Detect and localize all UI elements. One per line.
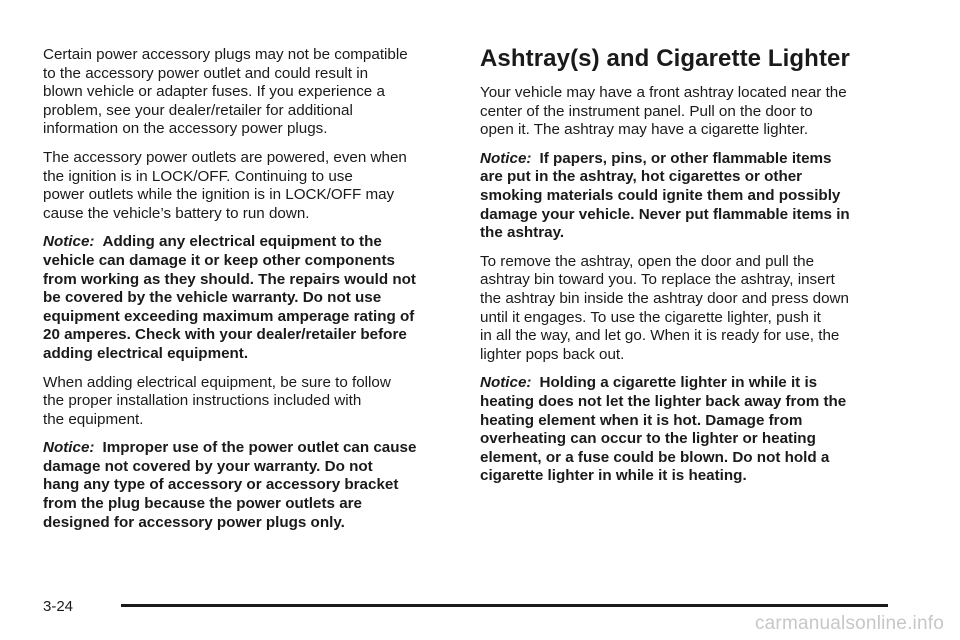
flammable-items-notice [480, 150, 890, 243]
power-outlet-ignition-paragraph: The accessory power outlets are powered, even when the ignition is in LOCK/OFF. Continuing to use power outlets while the ignition is in LOCK/OFF may cause the vehicle’s battery to run down. [43, 148, 407, 222]
ashtray-removal-paragraph: To remove the ashtray, open the door and pull the ashtray bin toward you. To replace the ashtray, insert the ashtray bin inside the ashtray door and press down until it engages. To use the cigarette lighter, push it in all the way, and let go. When it is ready for use, the lighter pops back out. [480, 252, 849, 363]
notice-label: Notice: [480, 374, 532, 392]
right-column [480, 44, 890, 496]
electrical-equipment-notice [43, 233, 453, 363]
cigarette-lighter-notice [480, 374, 890, 486]
notice-label: Notice: [480, 149, 532, 167]
footer-rule [121, 604, 888, 607]
power-outlet-misuse-notice [43, 439, 453, 532]
notice-label: Notice: [43, 439, 95, 457]
notice-text: Adding any electrical equipment to the vehicle can damage it or keep other components from working as they should. The repairs would not be covered by the vehicle warranty. Do not use equipment exceeding maximum amperage rating of 20 amperes. Check with your dealer/retailer before adding electrical equipment. [43, 233, 416, 362]
power-plug-compatibility-paragraph: Certain power accessory plugs may not be compatible to the accessory power outlet and could result in blown vehicle or adapter fuses. If you experience a problem, see your dealer/retailer for additional information on the accessory power plugs. [43, 46, 408, 138]
watermark: carmanualsonline.info [754, 613, 944, 634]
notice-text: Improper use of the power outlet can cause damage not covered by your warranty. Do not hang any type of accessory or accessory bracket from the plug because the power outlets are designed for accessory power plugs only. [43, 439, 417, 531]
notice-text: If papers, pins, or other flammable items are put in the ashtray, hot cigarettes or other smoking materials could ignite them and possibly damage your vehicle. Never put flammable items in the ashtray. [480, 149, 850, 242]
ashtray-location-paragraph: Your vehicle may have a front ashtray located near the center of the instrument panel. Pull on the door to open it. The ashtray may have a cigarette lighter. [480, 84, 847, 139]
notice-label: Notice: [43, 233, 95, 251]
page-number: 3-24 [43, 598, 74, 615]
section-heading: Ashtray(s) and Cigarette Lighter [480, 45, 850, 72]
left-column [43, 46, 453, 542]
installation-instructions-paragraph: When adding electrical equipment, be sure to follow the proper installation instructions included with the equipment. [43, 373, 391, 428]
notice-text: Holding a cigarette lighter in while it is heating does not let the lighter back away from the heating element when it is hot. Damage from overheating can occur to the lighter or heating element, or a fuse could be blown. Do not hold a cigarette lighter in while it is heating. [480, 374, 847, 485]
